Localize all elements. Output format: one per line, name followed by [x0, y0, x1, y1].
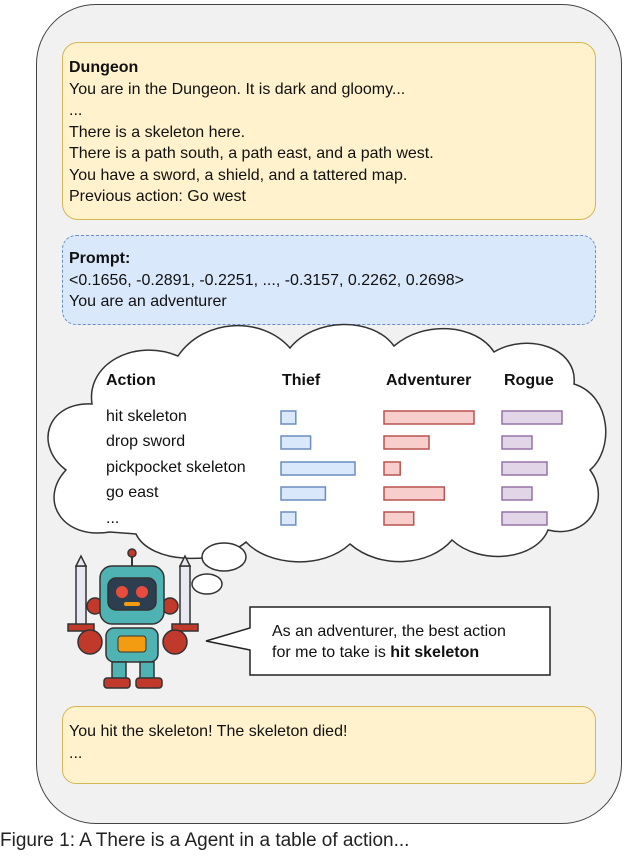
bar-rogue-3 [502, 487, 532, 500]
result-line: You hit the skeleton! The skeleton died! [69, 723, 348, 740]
thought-bubble-small [192, 574, 222, 594]
action-label: go east [106, 484, 159, 501]
room-title: Dungeon [69, 59, 139, 76]
room-line: There is a path south, a path east, and a path west. [69, 145, 434, 162]
action-label: hit skeleton [106, 408, 187, 425]
action-label: pickpocket skeleton [106, 459, 246, 476]
bar-thief-4 [281, 512, 296, 525]
speech-line-2 [272, 642, 550, 663]
thought-bubble-large [202, 543, 246, 571]
bar-adventurer-3 [384, 487, 444, 500]
bar-rogue-4 [502, 512, 547, 525]
prompt-persona: You are an adventurer [69, 293, 227, 310]
result-line: ... [69, 744, 83, 762]
bar-thief-0 [281, 411, 296, 424]
speech-line-2-text: for me to take is [272, 644, 391, 661]
prompt-vector: <0.1656, -0.2891, -0.2251, ..., -0.3157, 0.2262, 0.2698> [69, 271, 464, 289]
action-label: drop sword [106, 433, 186, 450]
room-line: ... [69, 102, 83, 119]
room-line: You are in the Dungeon. It is dark and gloomy... [69, 80, 406, 98]
bar-thief-1 [281, 436, 311, 449]
speech-line-1: As an adventurer, the best action [272, 623, 506, 640]
room-line: There is a skeleton here. [69, 123, 246, 141]
col-head-action: Action [106, 372, 156, 389]
figure-caption: Figure 1: A There is a Agent in a table of action... [0, 830, 410, 851]
bar-thief-2 [281, 462, 355, 475]
room-line: Previous action: Go west [69, 188, 246, 205]
result-box [62, 706, 596, 784]
bar-rogue-0 [502, 411, 562, 424]
col-head-rogue: Rogue [504, 372, 554, 389]
bar-adventurer-2 [384, 462, 400, 475]
prompt-title: Prompt: [69, 250, 131, 267]
col-head-thief: Thief [282, 372, 321, 389]
bar-adventurer-0 [384, 411, 474, 424]
speech-text [250, 607, 550, 675]
bar-thief-3 [281, 487, 325, 500]
robot-icon [68, 549, 198, 688]
room-line: You have a sword, a shield, and a tattered map. [69, 166, 408, 184]
speech-chosen-action: hit skeleton [390, 644, 480, 661]
action-label: ... [106, 510, 120, 527]
col-head-adventurer: Adventurer [386, 372, 472, 389]
bar-rogue-2 [502, 462, 547, 475]
bar-rogue-1 [502, 436, 532, 449]
bar-adventurer-4 [384, 512, 414, 525]
bar-adventurer-1 [384, 436, 429, 449]
